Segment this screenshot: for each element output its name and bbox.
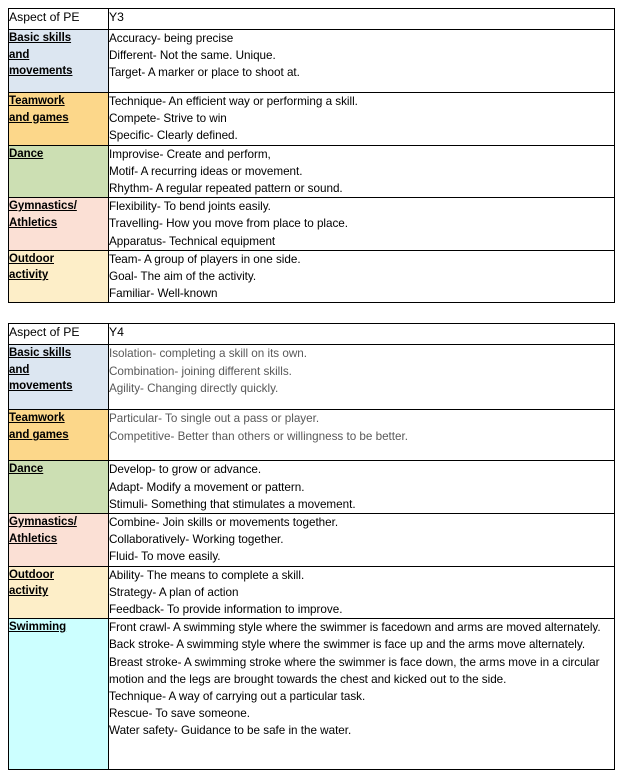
vocab-line: Develop- to grow or advance. [109,463,262,477]
vocab-line: Team- A group of players in one side. [109,252,301,266]
row-label-gymnastics-athletics [9,198,109,251]
vocab-line: Water safety- Guidance to be safe in the water. [109,724,352,738]
header-label-year: Y3 [109,10,124,24]
row-body-swimming [109,619,615,770]
header-cell-year [109,324,615,345]
row-label-gymnastics-athletics [9,514,109,567]
vocab-line: Combination- joining different skills. [109,364,292,378]
table-row [9,514,615,567]
row-body-outdoor-activity [109,250,615,303]
row-label-line: Outdoor [9,568,54,581]
row-label-line: Basic skills [9,32,72,44]
vocab-line: Motif- A recurring ideas or movement. [109,164,303,178]
table-row [9,30,615,93]
row-label-line: Dance [9,147,44,160]
pe-vocabulary-table-y3 [8,8,615,303]
vocab-line: Stimuli- Something that stimulates a movement. [109,497,356,511]
vocab-line: Compete- Strive to win [109,112,227,126]
vocab-line: Improvise- Create and perform, [109,147,271,161]
vocab-line: Strategy- A plan of action [109,585,239,599]
row-label-line: Dance [9,463,44,476]
table-row [9,93,615,146]
table-header-row [9,9,615,30]
vocab-line: Particular- To single out a pass or player. [109,412,320,426]
row-label-line: Teamwork [9,95,65,107]
row-label-line: activity [9,269,49,282]
vocab-line: Isolation- completing a skill on its own. [109,347,307,361]
vocab-line: Feedback- To provide information to improve. [109,603,343,617]
vocab-line: Specific- Clearly defined. [109,129,238,143]
vocab-line: Familiar- Well-known [109,287,218,301]
row-label-line: Outdoor [9,252,54,265]
row-label-outdoor-activity [9,566,109,619]
vocab-line: Flexibility- To bend joints easily. [109,200,271,214]
row-label-line: and [9,48,30,61]
vocab-line: Ability- The means to complete a skill. [109,568,305,582]
vocab-line: Rescue- To save someone. [109,707,250,721]
vocab-line: Technique- A way of carrying out a particular task. [109,690,366,704]
row-label-dance [9,145,109,198]
vocab-line: Target- A marker or place to shoot at. [109,66,300,80]
table-header-row [9,324,615,345]
row-label-line: Athletics [9,532,58,545]
vocab-line: Different- Not the same. Unique. [109,49,276,63]
row-body-outdoor-activity [109,566,615,619]
vocab-line: Competitive- Better than others or willingness to be better. [109,429,408,443]
table-row [9,461,615,514]
vocab-line: Adapt- Modify a movement or pattern. [109,480,305,494]
row-body-gymnastics-athletics [109,514,615,567]
row-label-line: Gymnastics/ [9,516,77,529]
row-body-basic-skills-and-movements [109,30,615,93]
table-spacer [8,303,614,323]
row-body-basic-skills-and-movements [109,345,615,410]
row-label-basic-skills-and-movements [9,30,109,93]
row-label-outdoor-activity [9,250,109,303]
table-row [9,619,615,770]
header-cell-aspect [9,324,109,345]
row-label-line: movements [9,380,73,393]
row-label-teamwork-and-games [9,93,109,146]
header-cell-aspect [9,9,109,30]
vocab-line: Technique- An efficient way or performing a skill. [109,95,358,108]
table-row [9,250,615,303]
vocab-line: Accuracy- being precise [109,32,234,45]
row-body-dance [109,461,615,514]
pe-vocabulary-table-y4 [8,323,615,770]
table-row [9,345,615,410]
row-label-line: and [9,363,30,376]
row-body-gymnastics-athletics [109,198,615,251]
vocab-line: Fluid- To move easily. [109,550,221,564]
row-label-line: and games [9,111,69,124]
vocab-line: Apparatus- Technical equipment [109,234,276,248]
vocab-line: Travelling- How you move from place to place. [109,217,349,231]
row-body-teamwork-and-games [109,93,615,146]
row-label-basic-skills-and-movements [9,345,109,410]
vocab-line: Breast stroke- A swimming stroke where the swimmer is face down, the arms move in a circular motion and the legs are brought towards the chest and kicked out to the side. [109,655,600,686]
vocab-line: Goal- The aim of the activity. [109,270,257,284]
table-row [9,410,615,461]
vocab-line: Collaboratively- Working together. [109,533,284,547]
vocab-line: Back stroke- A swimming style where the swimmer is face up and the arms move alternately. [109,638,586,652]
header-cell-year [109,9,615,30]
row-label-line: activity [9,585,49,598]
row-label-dance [9,461,109,514]
row-label-line: Teamwork [9,412,65,425]
table-row [9,198,615,251]
vocab-line: Rhythm- A regular repeated pattern or sound. [109,182,343,196]
row-label-line: movements [9,65,73,77]
row-label-swimming [9,619,109,770]
header-label-year: Y4 [109,325,124,340]
row-label-line: Basic skills [9,347,72,360]
row-body-dance [109,145,615,198]
row-label-line: and games [9,428,69,441]
table-row [9,145,615,198]
row-label-line: Gymnastics/ [9,200,77,213]
row-label-line: Swimming [9,621,67,634]
vocab-line: Combine- Join skills or movements together. [109,516,339,530]
vocab-line: Front crawl- A swimming style where the swimmer is facedown and arms are moved alternately. [109,621,601,635]
row-label-teamwork-and-games [9,410,109,461]
vocab-line: Agility- Changing directly quickly. [109,381,279,395]
table-row [9,566,615,619]
row-label-line: Athletics [9,216,58,229]
row-body-teamwork-and-games [109,410,615,461]
header-label-aspect: Aspect of PE [9,325,80,340]
header-label-aspect: Aspect of PE [9,10,80,24]
